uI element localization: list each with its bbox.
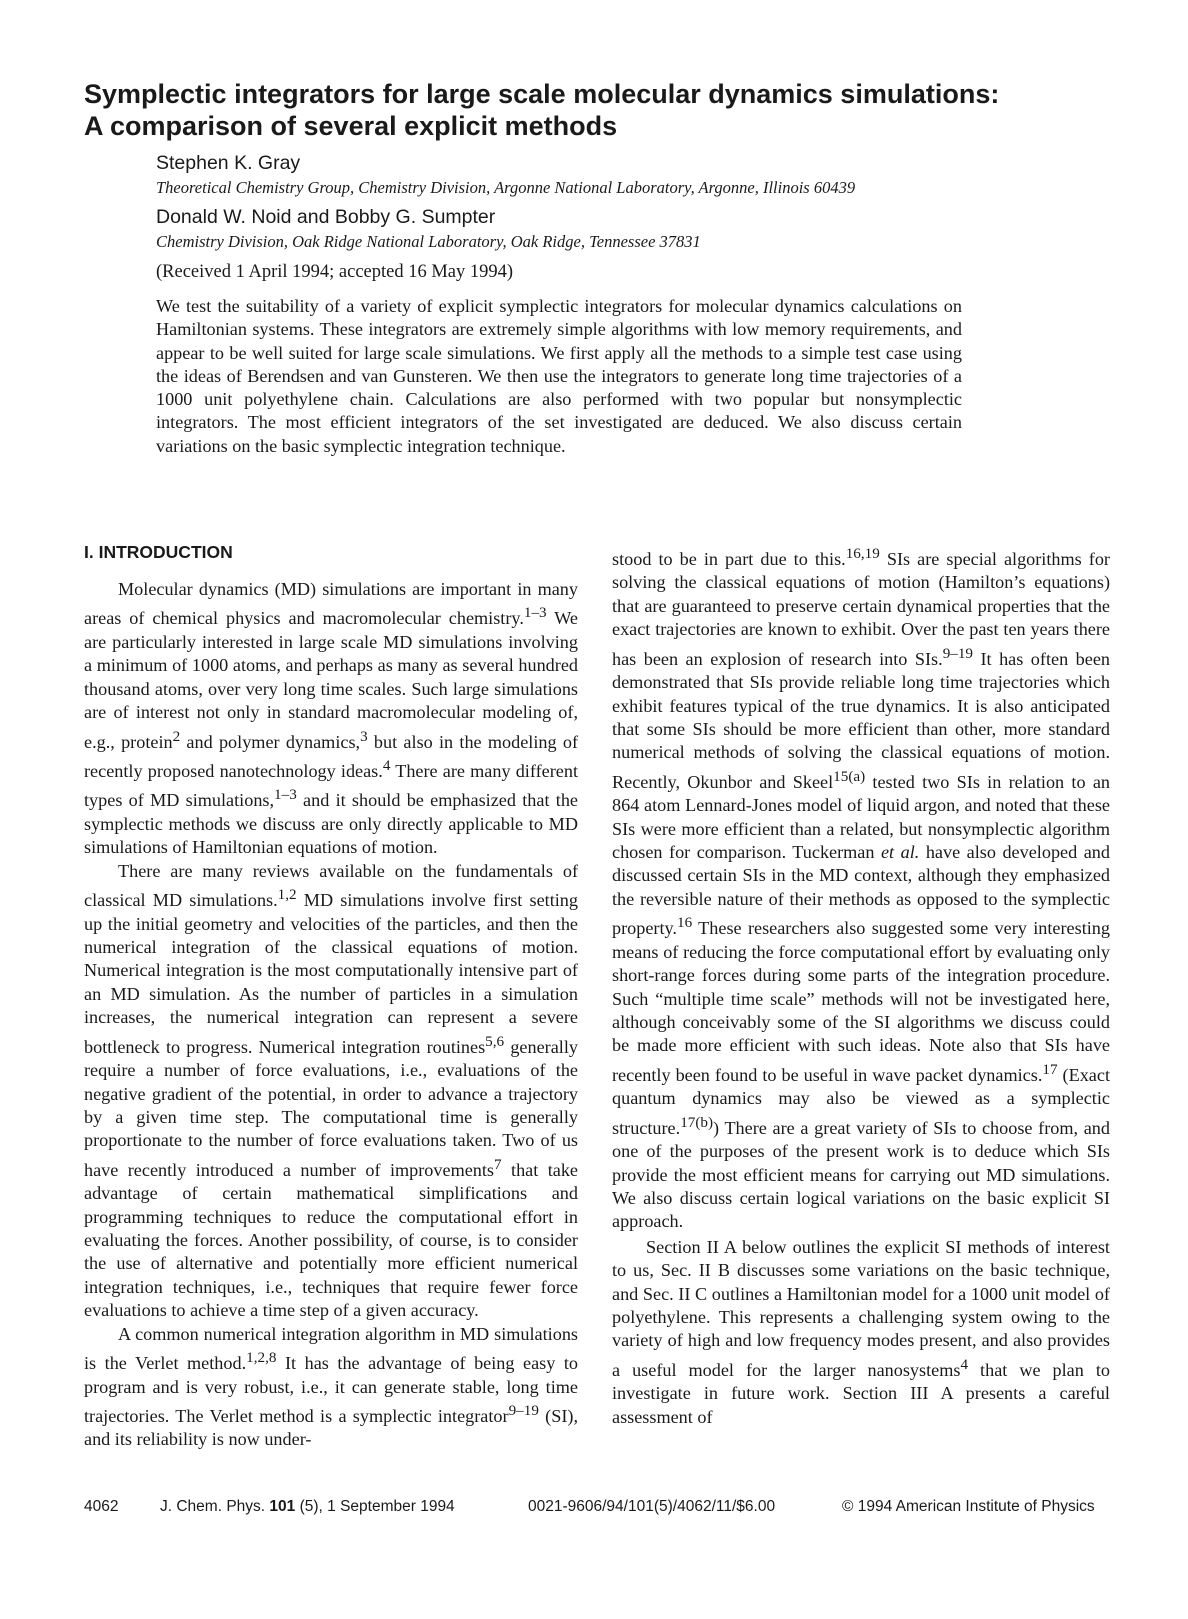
section-heading: I. INTRODUCTION bbox=[84, 542, 233, 562]
article-code: 0021-9606/94/101(5)/4062/11/$6.00 bbox=[528, 1498, 776, 1515]
title-line-2: A comparison of several explicit methods bbox=[84, 111, 618, 141]
paper-title bbox=[84, 78, 1114, 142]
page-number: 4062 bbox=[84, 1498, 119, 1515]
copyright: © 1994 American Institute of Physics bbox=[842, 1498, 1095, 1515]
paragraph: Section II A below outlines the explicit SI methods of interest to us, Sec. II B discusses some variations on the basic technique, and Sec. II C outlines a Hamiltonian model for a 1000 unit model of polyethylene. This represents a challenging system owing to the variety of high and low frequency modes present, and also provides a useful model for the larger nanosystems$^4$ that we plan to investigate in future work. Section III A presents a careful assessment of bbox=[612, 1236, 1110, 1427]
left-column bbox=[84, 578, 578, 1452]
title-line-1: Symplectic integrators for large scale molecular dynamics simulations: bbox=[84, 79, 1000, 109]
paragraph: Molecular dynamics (MD) simulations are important in many areas of chemical physics and macromolecular chemistry.$^{1-3}$ We are particularly interested in large scale MD simulations involving a minimum of 1000 atoms, and perhaps as many as several hundred thousand atoms, over very long time scales. Such large simulations are of interest not only in standard macromolecular modeling of, e.g., protein$^2$ and polymer dynamics,$^3$ but also in the modeling of recently proposed nanotechnology ideas.$^4$ There are many different types of MD simulations,$^{1-3}$ and it should be emphasized that the symplectic methods we discuss are only directly applicable to MD simulations of Hamiltonian equations of motion. bbox=[84, 579, 579, 858]
right-column bbox=[612, 542, 1110, 1429]
affiliation-1: Theoretical Chemistry Group, Chemistry Division, Argonne National Laboratory, Argonne, Illinois 60439 bbox=[156, 178, 856, 197]
received-date: (Received 1 April 1994; accepted 16 May 1994) bbox=[156, 262, 514, 282]
affiliation-2: Chemistry Division, Oak Ridge National Laboratory, Oak Ridge, Tennessee 37831 bbox=[156, 232, 701, 251]
paragraph: stood to be in part due to this.$^{16,19}$ SIs are special algorithms for solving the classical equations of motion (Hamilton’s equations) that are guaranteed to preserve certain dynamical properties that the exact trajectories are known to exhibit. Over the past ten years there has been an explosion of research into SIs.$^{9-19}$ It has often been demonstrated that SIs provide reliable long time trajectories which exhibit features typical of the true dynamics. It is also anticipated that some SIs should be more efficient than other, more standard numerical methods of solving the classical equations of motion. Recently, Okunbor and Skeel$^{15(a)}$ tested two SIs in relation to an 864 atom Lennard-Jones model of liquid argon, and noted that these SIs were more efficient than a related, but nonsymplectic algorithm chosen for comparison. Tuckerman et al. have also developed and discussed certain SIs in the MD context, although they emphasized the reversible nature of their methods as opposed to the symplectic property.$^{16}$ These researchers also suggested some very interesting means of reducing the force computational effort by evaluating only short-range forces during some parts of the integration procedure. Such “multiple time scale” methods will not be investigated here, although conceivably some of the SI algorithms we discuss could be made more efficient with such ideas. Note also that SIs have recently been found to be useful in wave packet dynamics.$^{17}$ (Exact quantum dynamics may also be viewed as a symplectic structure.$^{17(b)}$) There are a great variety of SIs to choose from, and one of the purposes of the present work is to deduce which SIs provide the most efficient means for carrying out MD simulations. We also discuss certain logical variations on the basic explicit SI approach. bbox=[612, 545, 1110, 1232]
author-2: Donald W. Noid and Bobby G. Sumpter bbox=[156, 206, 496, 228]
author-1: Stephen K. Gray bbox=[156, 152, 301, 174]
abstract: We test the suitability of a variety of explicit symplectic integrators for molecular dynamics calculations on Hamiltonian systems. These integrators are extremely simple algorithms with low memory requirements, and appear to be well suited for large scale simulations. We first apply all the methods to a simple test case using the ideas of Berendsen and van Gunsteren. We then use the integrators to generate long time trajectories of a 1000 unit polyethylene chain. Calculations are also performed with two popular but nonsymplectic integrators. The most efficient integrators of the set investigated are deduced. We also discuss certain variations on the basic symplectic integration technique. bbox=[156, 296, 962, 456]
paragraph: There are many reviews available on the fundamentals of classical MD simulations.$^{1,2}$ MD simulations involve first setting up the initial geometry and velocities of the particles, and then the numerical integration of the classical equations of motion. Numerical integration is the most computationally intensive part of an MD simulation. As the number of particles in a simulation increases, the numerical integration can represent a severe bottleneck to progress. Numerical integration routines$^{5,6}$ generally require a number of force evaluations, i.e., evaluations of the negative gradient of the potential, in order to advance a trajectory by a given time step. The computational time is generally proportionate to the number of force evaluations taken. Two of us have recently introduced a number of improvements$^7$ that take advantage of certain mathematical simplifications and programming techniques to reduce the computational effort in evaluating the forces. Another possibility, of course, is to consider the use of alternative and potentially more efficient numerical integration techniques, i.e., techniques that require fewer force evaluations to achieve a time step of a given accuracy. bbox=[84, 860, 578, 1321]
journal-citation: J. Chem. Phys. 101 (5), 1 September 1994 bbox=[160, 1498, 455, 1515]
paragraph: A common numerical integration algorithm in MD simulations is the Verlet method.$^{1,2,8}$ It has the advantage of being easy to program and is very robust, i.e., it can generate stable, long time trajectories. The Verlet method is a symplectic integrator$^{9-19}$ (SI), and its reliability is now under- bbox=[84, 1323, 579, 1450]
